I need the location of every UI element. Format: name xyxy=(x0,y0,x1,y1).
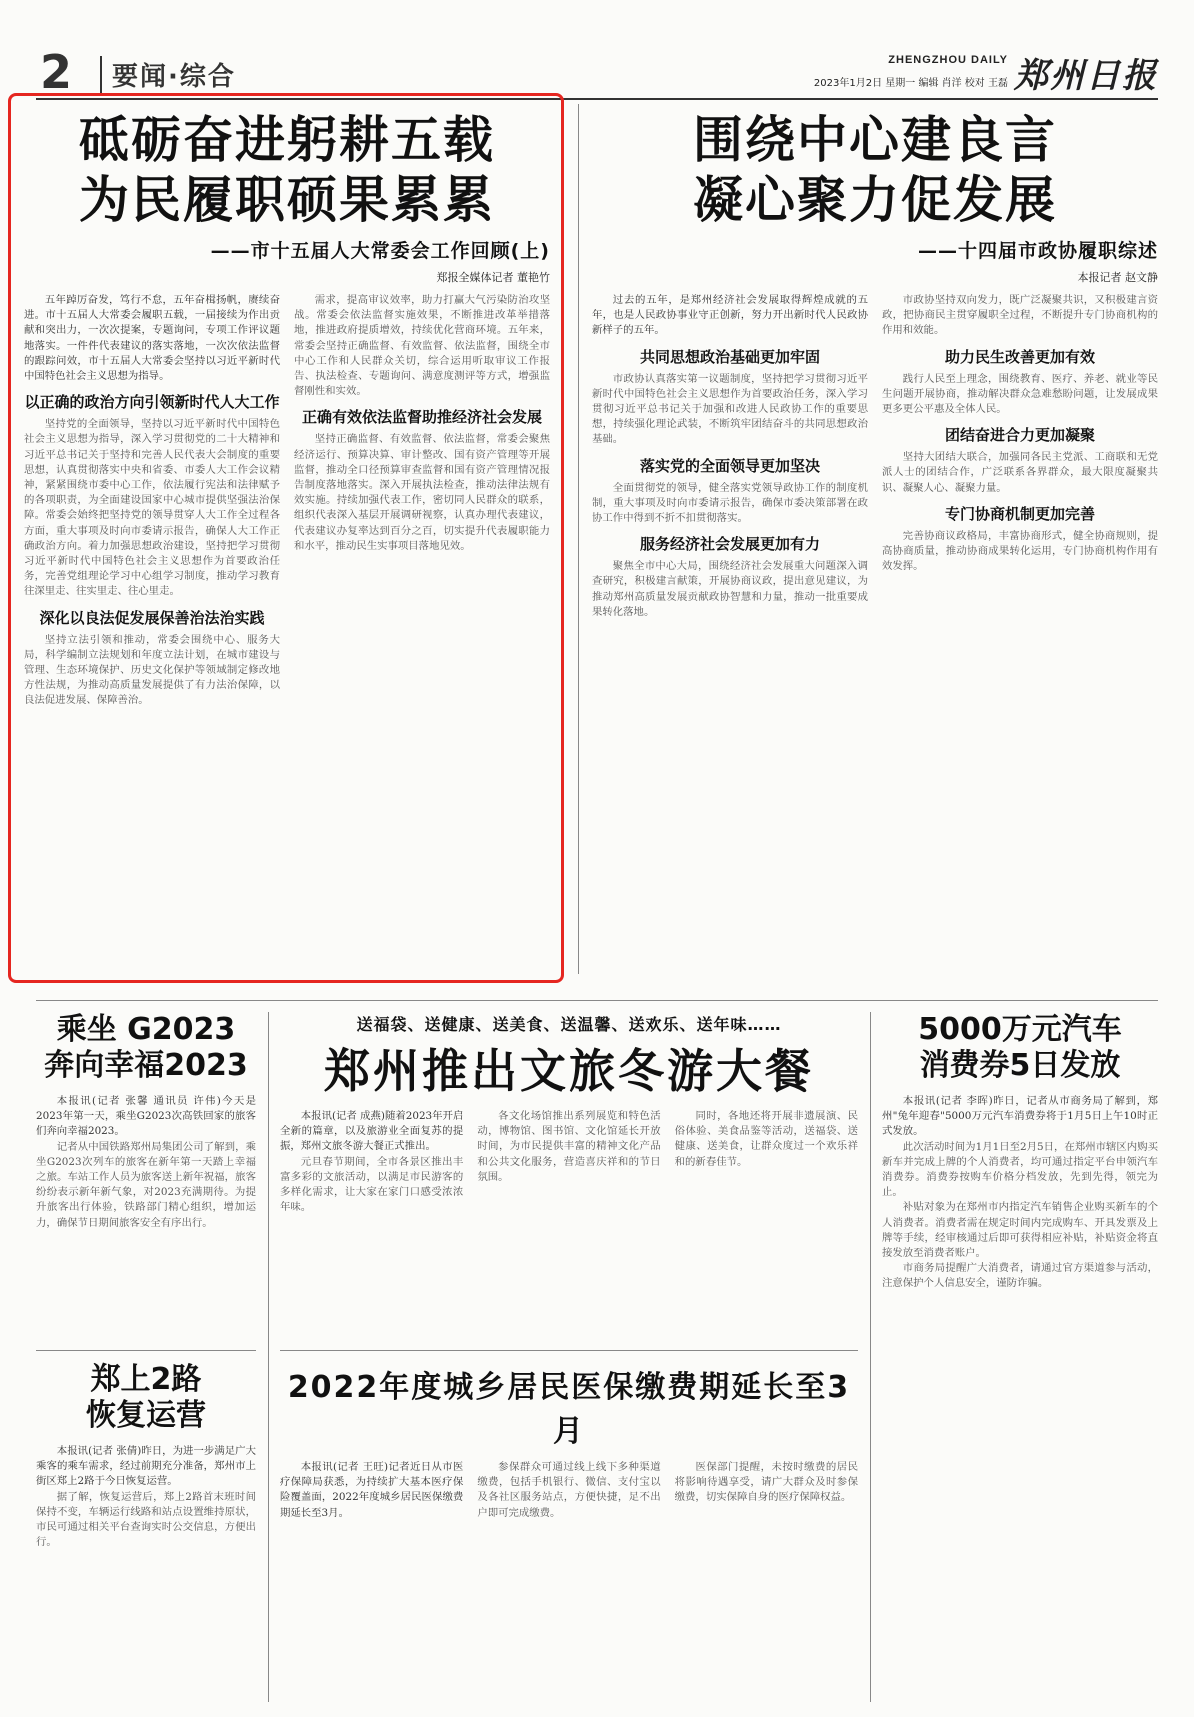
article-subhead: 共同思想政治基础更加牢固 xyxy=(639,347,820,366)
paragraph: 坚持立法引领和推动，常委会围绕中心、服务大局，科学编制立法规划和年度立法计划，在城市建设与管理、生态环境保护、历史文化保护等领域制定修改地方性法规，为推动高质量发展提供了有力法治保障，以良法促进发展、保障善治。 xyxy=(24,633,280,707)
paragraph: 市商务局提醒广大消费者，请通过官方渠道参与活动，注意保护个人信息安全，谨防诈骗。 xyxy=(882,1262,1158,1290)
paragraph: 据了解，恢复运营后，郑上2路首末班时间保持不变，车辆运行线路和站点设置维持原状，市民可通过相关平台查询实时公交信息，方便出行。 xyxy=(36,1490,256,1549)
article-lead: 本报讯(记者 成燕)随着2023年开启全新的篇章，以及旅游业全面复苏的提振，郑州文旅冬游大餐正式推出。 xyxy=(280,1110,464,1153)
article-subtitle: ——十四届市政协履职综述 xyxy=(917,240,1158,262)
article-lead: 本报讯(记者 张馨 通讯员 许伟)今天是2023年第一天，乘坐G2023次高铁回家的旅客们奔向幸福2023。 xyxy=(36,1095,256,1138)
paper-english-name: ZHENGZHOU DAILY xyxy=(888,54,1008,66)
article-kicker: 送福袋、送健康、送美食、送温馨、送欢乐、送年味…… xyxy=(356,1015,782,1034)
byline: 郑报全媒体记者 董艳竹 xyxy=(436,271,550,284)
article-medical-insurance xyxy=(280,1362,858,1717)
paragraph: 记者从中国铁路郑州局集团公司了解到，乘坐G2023次列车的旅客在新年第一天踏上幸福之旅。车站工作人员为旅客送上新年祝福，旅客纷纷表示新年新气象，对2023充满期待。为提升旅客出行体验，铁路部门精心组织，增加运力，确保节日期间旅客安全有序出行。 xyxy=(36,1140,256,1229)
article-title: 郑州推出文旅冬游大餐 xyxy=(324,1044,814,1098)
paragraph: 元旦春节期间，全市各景区推出丰富多彩的文旅活动，以满足市民游客的多样化需求，让大家在家门口感受浓浓年味。 xyxy=(280,1155,464,1214)
article-title: 凝心聚力促发展 xyxy=(693,171,1057,229)
article-title: 乘坐 G2023 xyxy=(56,1012,236,1047)
paragraph: 市政协坚持双向发力，既广泛凝聚共识，又积极建言资政，把协商民主贯穿履职全过程，不断提升专门协商机构的作用和效能。 xyxy=(882,294,1158,337)
paragraph: 此次活动时间为1月1日至2月5日，在郑州市辖区内购买新车并完成上牌的个人消费者，均可通过指定平台申领汽车消费券。消费券按购车价格分档发放，先到先得，领完为止。 xyxy=(882,1140,1158,1199)
article-subhead: 服务经济社会发展更加有力 xyxy=(639,535,820,554)
article-title: 郑上2路 xyxy=(90,1362,202,1397)
byline: 本报记者 赵文静 xyxy=(1077,271,1158,284)
article-bus-route xyxy=(36,1362,256,1550)
article-lead: 本报讯(记者 李晖)昨日，记者从市商务局了解到，郑州"兔年迎春"5000万元汽车消费券将于1月5日上午10时正式发放。 xyxy=(882,1095,1158,1138)
article-divider xyxy=(280,1350,858,1351)
article-title: 围绕中心建良言 xyxy=(693,111,1057,169)
article-subhead: 助力民生改善更加有效 xyxy=(944,347,1095,366)
article-cppcc-review xyxy=(592,110,1158,993)
paragraph: 需求，提高审议效率，助力打赢大气污染防治攻坚战。常委会依法监督实施效果，不断推进改革举措落地，推进政府提质增效，持续优化营商环境。五年来，常委会坚持正确监督、有效监督、依法监督，围绕全市中心工作和人民群众关切，综合运用听取审议工作报告、执法检查、专题询问、满意度测评等方式，增强监督刚性和实效。 xyxy=(294,294,550,398)
article-title: 为民履职硕果累累 xyxy=(79,171,495,229)
column-divider xyxy=(870,1012,871,1702)
section-divider xyxy=(36,1000,1158,1001)
article-title: 5000万元汽车 xyxy=(918,1012,1122,1047)
date-line: 2023年1月2日 星期一 编辑 肖洋 校对 王磊 xyxy=(813,78,1008,89)
article-subhead: 以正确的政治方向引领新时代人大工作 xyxy=(24,393,280,412)
article-divider xyxy=(36,1350,256,1351)
article-subtitle: ——市十五届人大常委会工作回顾(上) xyxy=(210,240,550,262)
column-divider xyxy=(578,104,579,974)
paragraph: 全面贯彻党的领导，健全落实党领导政协工作的制度机制，重大事项及时向市委请示报告，确保市委决策部署在政协工作中得到不折不扣贯彻落实。 xyxy=(592,481,868,525)
article-title: 砥砺奋进躬耕五载 xyxy=(79,111,495,169)
paragraph: 坚持大团结大联合，加强同各民主党派、工商联和无党派人士的团结合作，广泛联系各界群众，最大限度凝聚共识、凝聚人心、凝聚力量。 xyxy=(882,451,1158,494)
newspaper-logo: 郑州日报 xyxy=(1014,56,1158,96)
paragraph: 完善协商议政格局，丰富协商形式，健全协商规则，提高协商质量，推动协商成果转化运用，专门协商机构作用有效发挥。 xyxy=(882,529,1158,573)
section-title: 要闻·综合 xyxy=(100,56,236,93)
article-lead: 过去的五年，是郑州经济社会发展取得辉煌成就的五年，也是人民政协事业守正创新，努力开出新时代人民政协新样子的五年。 xyxy=(592,294,868,337)
article-subhead: 落实党的全面领导更加坚决 xyxy=(639,456,820,475)
paragraph: 市政协认真落实第一议题制度，坚持把学习贯彻习近平新时代中国特色社会主义思想作为首要政治任务，深入学习贯彻习近平总书记关于加强和改进人民政协工作的重要思想，持续强化理论武装，不断筑牢团结奋斗的共同思想政治基础。 xyxy=(592,372,868,446)
column-divider xyxy=(268,1012,269,1702)
article-winter-tourism xyxy=(280,1012,858,1369)
article-lead: 五年踔厉奋发，笃行不怠，五年奋楫扬帆，赓续奋进。市十五届人大常委会履职五载，一届接续为作出贡献和突出力，一次次提案，专题询问，专项工作评议题地落实。一件件代表建议的落实落地，一次次依法监督的跟踪问效，市十五届人大常委会坚持以习近平新时代中国特色社会主义思想为指导。 xyxy=(24,294,280,383)
paragraph: 补贴对象为在郑州市内指定汽车销售企业购买新车的个人消费者。消费者需在规定时间内完成购车、开具发票及上牌等手续，经审核通过后即可获得相应补贴，补贴资金将直接发放至消费者账户。 xyxy=(882,1201,1158,1260)
article-title: 奔向幸福2023 xyxy=(44,1048,248,1083)
article-lead: 本报讯(记者 张倩)昨日，为进一步满足广大乘客的乘车需求，经过前期充分准备，郑州市上街区郑上2路于今日恢复运营。 xyxy=(36,1445,256,1488)
page-number: 2 xyxy=(40,45,73,99)
paragraph: 医保部门提醒，未按时缴费的居民将影响待遇享受，请广大群众及时参保缴费，切实保障自身的医疗保障权益。 xyxy=(674,1461,858,1504)
article-title: 消费券5日发放 xyxy=(919,1048,1121,1083)
article-title: 恢复运营 xyxy=(86,1398,206,1433)
masthead xyxy=(36,44,1158,100)
paragraph: 同时，各地还将开展非遗展演、民俗体验、美食品鉴等活动，送福袋、送健康、送美食，让群众度过一个欢乐祥和的新春佳节。 xyxy=(674,1110,858,1168)
paragraph: 聚焦全市中心大局，围绕经济社会发展重大问题深入调查研究，积极建言献策，开展协商议政，提出意见建议，为推动郑州高质量发展贡献政协智慧和力量，推动一批重要成果转化落地。 xyxy=(592,560,868,618)
paragraph: 坚持党的全面领导，坚持以习近平新时代中国特色社会主义思想为指导，深入学习贯彻党的二十大精神和习近平总书记关于坚持和完善人民代表大会制度的重要思想，认真贯彻落实中央和省委、市委人大工作会议精神，紧紧围绕市委中心工作，依法履行宪法和法律赋予的各项职责，为全面建设国家中心城市提供坚强法治保障。常委会始终把坚持党的领导贯穿人大工作全过程各方面，重大事项及时向市委请示报告，确保人大工作正确政治方向。着力加强思想政治建设，坚持把学习贯彻习近平新时代中国特色社会主义思想作为首要政治任务，完善党组理论学习中心组学习制度，推动学习教育往深里走、往实里走、往心里走。 xyxy=(24,418,280,598)
article-g2023-train xyxy=(36,1012,256,1231)
article-subhead: 团结奋进合力更加凝聚 xyxy=(944,426,1095,445)
paragraph: 各文化场馆推出系列展览和特色活动，博物馆、图书馆、文化馆延长开放时间，为市民提供丰富的精神文化产品和公共文化服务，营造喜庆祥和的节日氛围。 xyxy=(477,1110,661,1183)
article-npc-review xyxy=(24,110,550,993)
article-subhead: 专门协商机制更加完善 xyxy=(944,504,1095,523)
paragraph: 参保群众可通过线上线下多种渠道缴费，包括手机银行、微信、支付宝以及各社区服务站点，方便快捷，足不出户即可完成缴费。 xyxy=(477,1461,661,1519)
paragraph: 坚持正确监督、有效监督、依法监督，常委会聚焦经济运行、预算决算、审计整改、国有资产管理等开展监督，推动全口径预算审查监督和国有资产管理情况报告制度落地落实。深入开展执法检查，推动法律法规有效实施。持续加强代表工作，密切同人民群众的联系，组织代表深入基层开展调研视察，认真办理代表建议，代表建议办复率达到百分之百，切实提升代表履职能力和水平，推动民生实事项目落地见效。 xyxy=(294,433,550,552)
article-subhead: 深化以良法促发展保善治法治实践 xyxy=(39,608,265,627)
article-car-coupons xyxy=(882,1012,1158,1292)
article-subhead: 正确有效依法监督助推经济社会发展 xyxy=(301,408,542,427)
paragraph: 践行人民至上理念，围绕教育、医疗、养老、就业等民生问题开展协商，推动解决群众急难愁盼问题，让发展成果更多更公平惠及全体人民。 xyxy=(882,372,1158,416)
article-lead: 本报讯(记者 王旺)记者近日从市医疗保障局获悉，为持续扩大基本医疗保险覆盖面，2022年度城乡居民医保缴费期延长至3月。 xyxy=(280,1461,464,1519)
article-title: 2022年度城乡居民医保缴费期延长至3月 xyxy=(287,1370,851,1449)
